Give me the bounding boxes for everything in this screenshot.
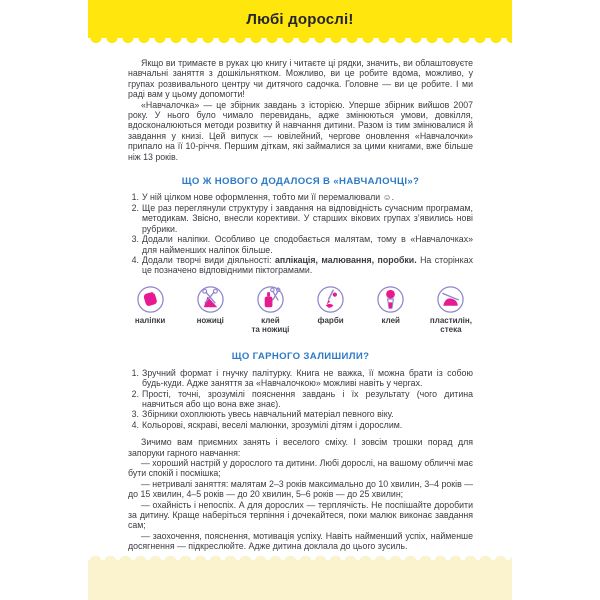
list-item (128, 234, 473, 255)
intro-paragraph-1: Якщо ви тримаєте в руках цю книгу і читаєте ці рядки, значить, ви облаштовуєте навчальні заняття з дошкільнятком. Можливо, ви це робите вдома, можливо, у групах розвивального центру чи дитячого садочка. Головне — ви це робите. І ми раді вам у цьому допомогти! (128, 58, 473, 100)
page-body (128, 58, 473, 593)
list-text: Додали наліпки. Особливо це сподобається малятам, тому в «Навчалочках» для найменших наліпок більше. (142, 234, 473, 255)
list-number: 1. (131, 367, 139, 378)
list-number: 2. (131, 388, 139, 399)
paints-icon (316, 285, 345, 314)
list-text: У ній цілком нове оформлення, тобто ми її перемалювали ☺. (142, 192, 395, 203)
list-item (128, 192, 473, 202)
pictogram-glue (369, 285, 413, 326)
pictogram-label-line: та ножиці (251, 324, 290, 334)
pictogram-scissors (188, 285, 232, 326)
pictogram-glue-and-scissors (248, 285, 292, 335)
pictogram-label-line: клей (381, 315, 400, 325)
list-number: 3. (131, 234, 139, 245)
list-item (128, 203, 473, 234)
pictogram-label (135, 317, 165, 326)
glue-and-scissors-icon (256, 285, 285, 314)
pictogram-label-line: наліпки (134, 315, 166, 325)
pictogram-stickers (128, 285, 172, 326)
pictogram-label (317, 317, 343, 326)
stickers-icon (136, 285, 165, 314)
list-text: Зручний формат і гнучку палітурку. Книга не важка, її можна брати із собою будь-куди. Адже заняття за «Навчалочкою» можливі навіть у чергах. (142, 367, 473, 389)
list-number: 3. (131, 409, 139, 420)
tip-paragraph: — охайність і непоспіх. А для дорослих — терплячість. Не поспішайте доробити за дитину. Краще наберіться терпіння і дочекайтеся, поки малюк виконає завдання сам; (128, 499, 473, 531)
list-number: 4. (131, 419, 139, 430)
pictogram-label (251, 317, 289, 335)
pictogram-label (382, 317, 400, 326)
wishes-intro-paragraph: Зичимо вам приємних занять і веселого сміху. І зовсім трошки порад для запоруки гарного навчання: (128, 437, 473, 458)
pictogram-label-line: ножиці (196, 315, 224, 325)
intro-paragraph-2: «Навчалочка» — це збірник завдань з історією. Уперше збірник вийшов 2007 року. У нього було чимало перевидань, адже змінюються умови, довкілля, вдосконалюються методи розвитку й навчання дитини. Разом із тим змінювалися й завдання у книзі. Цей випуск — ювілейний, чергове оновлення «Навчалочки» припало на її 10-річчя. Першим діткам, які займалися за цими книгами, вже більше ніж 13 років. (128, 99, 473, 162)
top-yellow-band (88, 0, 512, 38)
list-text: Ще раз переглянули структуру і завдання на відповідність сучасним програмам, методикам. Звісно, внесли корективи. У старших вікових групах з’явились нові рубрики. (142, 202, 473, 234)
list-item (128, 409, 473, 419)
pictogram-plasticine (429, 285, 473, 335)
top-band-scallop-edge (88, 38, 512, 45)
list-number: 1. (131, 192, 139, 203)
list-number: 4. (131, 254, 139, 265)
pictogram-label-line: фарби (317, 315, 344, 325)
pictogram-label (430, 317, 472, 335)
plasticine-stack-icon (436, 285, 465, 314)
whats-kept-heading: ЩО ГАРНОГО ЗАЛИШИЛИ? (231, 351, 370, 363)
pictogram-paints (309, 285, 353, 326)
tip-paragraph: — заохочення, пояснення, мотивація успіху. Навіть найменший успіх, найменше досягнення — підкреслюйте. Адже дитина доклала до цього зусиль. (128, 530, 473, 552)
glue-icon (376, 285, 405, 314)
pictogram-label (197, 317, 224, 326)
bottom-pale-band (88, 560, 512, 600)
list-item (128, 389, 473, 410)
pictogram-label-line: клей (261, 315, 280, 325)
list-text (142, 255, 473, 276)
tip-paragraph: — нетривалі заняття: малятам 2–3 років максимально до 10 хвилин, 3–4 років — до 15 хвилин, 4–5 років — до 20 хвилин, 5–6 років — до 25 хвилин; (128, 478, 473, 500)
list-item (128, 368, 473, 389)
pictogram-row (128, 285, 473, 335)
bottom-band-scallop-edge (88, 554, 512, 560)
scissors-icon (196, 285, 225, 314)
list-text-prefix: Додали творчі види діяльності: (142, 254, 275, 265)
list-text: Збірники охоплюють увесь навчальний матеріал певного віку. (142, 409, 394, 420)
whats-new-heading: ЩО Ж НОВОГО ДОДАЛОСЯ В «НАВЧАЛОЧЦІ»? (181, 176, 420, 188)
tip-paragraph: — хороший настрій у дорослого та дитини. Любі дорослі, на вашому обличчі має бути спокій і посмішка; (128, 457, 473, 479)
list-text: Кольорові, яскраві, веселі малюнки, зрозумілі дітям і дорослим. (142, 419, 403, 430)
pictogram-label-line: пластилін, (429, 315, 472, 325)
list-text-suffix: На сторінках це позначено відповідними піктограмами. (142, 254, 473, 276)
list-number: 2. (131, 202, 139, 213)
page-title: Любі дорослі! (246, 11, 354, 28)
list-text: Прості, точні, зрозумілі пояснення завдань і їх результату (чого дитина навчиться або що вона вже знає). (142, 388, 473, 409)
pictogram-label-line: стека (440, 324, 462, 334)
list-item (128, 255, 473, 276)
list-item (128, 420, 473, 430)
list-text-bold: аплікація, малювання, поробки. (274, 254, 417, 265)
